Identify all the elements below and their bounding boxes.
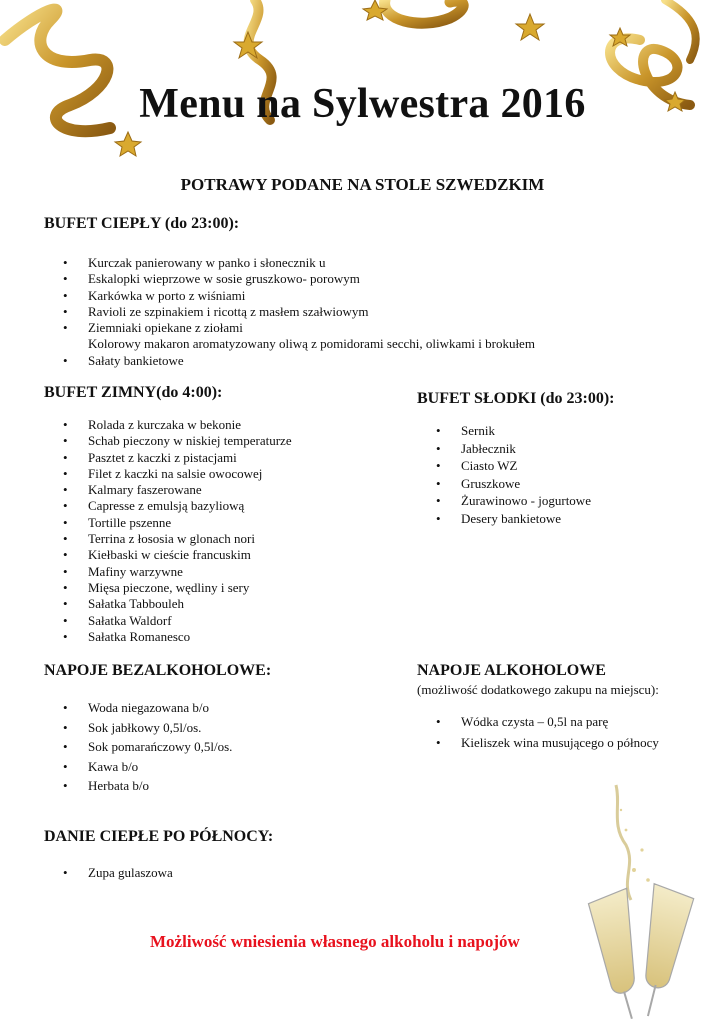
list-item: • Mięsa pieczone, wędliny i sery	[44, 580, 292, 596]
list-item: • Sałatka Waldorf	[44, 613, 292, 629]
list-item: • Filet z kaczki na salsie owocowej	[44, 466, 292, 482]
list-item: • Woda niegazowana b/o	[44, 698, 232, 718]
list-item: • Ciasto WZ	[417, 457, 591, 475]
list-item: • Capresse z emulsją bazyliową	[44, 498, 292, 514]
bufet-cieply-heading: BUFET CIEPŁY (do 23:00):	[44, 215, 240, 232]
list-item: • Desery bankietowe	[417, 510, 591, 528]
bufet-cieply-list	[44, 255, 535, 369]
list-item: • Rolada z kurczaka w bekonie	[44, 417, 292, 433]
list-item: • Sok jabłkowy 0,5l/os.	[44, 718, 232, 738]
napoje-alkoholowe-list	[417, 711, 659, 753]
list-item: • Gruszkowe	[417, 475, 591, 493]
list-item: • Mafiny warzywne	[44, 564, 292, 580]
list-item: • Kiełbaski w cieście francuskim	[44, 547, 292, 563]
danie-po-polnocy-list	[44, 865, 173, 881]
page-subtitle: POTRAWY PODANE NA STOLE SZWEDZKIM	[180, 175, 545, 194]
list-item: • Sałatka Tabbouleh	[44, 596, 292, 612]
bufet-zimny-list	[44, 417, 292, 645]
list-item: • Kurczak panierowany w panko i słonecznik u	[44, 255, 535, 271]
list-item: • Jabłecznik	[417, 440, 591, 458]
list-item: • Eskalopki wieprzowe w sosie gruszkowo- porowym	[44, 271, 535, 287]
star-icon	[115, 132, 141, 156]
list-item: • Sernik	[417, 422, 591, 440]
list-item: • Kieliszek wina musującego o północy	[417, 732, 659, 753]
list-item: • Kalmary faszerowane	[44, 482, 292, 498]
page-title: Menu na Sylwestra 2016	[139, 81, 586, 127]
list-item: • Herbata b/o	[44, 776, 232, 796]
list-item: • Kawa b/o	[44, 757, 232, 777]
list-item: • Karkówka w porto z wiśniami	[44, 288, 535, 304]
list-item: • Sok pomarańczowy 0,5l/os.	[44, 737, 232, 757]
list-item: • Tortille pszenne	[44, 515, 292, 531]
list-item: Kolorowy makaron aromatyzowany oliwą z pomidorami secchi, oliwkami i brokułem	[88, 336, 535, 352]
list-item: • Wódka czysta – 0,5l na parę	[417, 711, 659, 732]
list-item: • Zupa gulaszowa	[44, 865, 173, 881]
list-item: • Sałatka Romanesco	[44, 629, 292, 645]
list-item: • Pasztet z kaczki z pistacjami	[44, 450, 292, 466]
list-item: • Ravioli ze szpinakiem i ricottą z masłem szałwiowym	[44, 304, 535, 320]
footer-note: Możliwość wniesienia własnego alkoholu i napojów	[150, 932, 520, 951]
bufet-zimny-heading: BUFET ZIMNY(do 4:00):	[44, 384, 223, 401]
champagne-glasses-image	[576, 780, 721, 1020]
bufet-slodki-heading: BUFET SŁODKI (do 23:00):	[417, 390, 615, 407]
bufet-slodki-list	[417, 422, 591, 528]
napoje-bezalkoholowe-list	[44, 698, 232, 796]
list-item: • Sałaty bankietowe	[44, 353, 535, 369]
napoje-bezalkoholowe-heading: NAPOJE BEZALKOHOLOWE:	[44, 662, 272, 679]
napoje-alkoholowe-heading: NAPOJE ALKOHOLOWE	[417, 662, 606, 679]
list-item: • Ziemniaki opiekane z ziołami	[44, 320, 535, 336]
list-item: • Żurawinowo - jogurtowe	[417, 492, 591, 510]
napoje-alkoholowe-note: (możliwość dodatkowego zakupu na miejscu):	[417, 682, 659, 697]
list-item: • Terrina z łososia w glonach nori	[44, 531, 292, 547]
list-item: • Schab pieczony w niskiej temperaturze	[44, 433, 292, 449]
star-icon	[516, 14, 544, 40]
danie-po-polnocy-heading: DANIE CIEPŁE PO PÓŁNOCY:	[44, 828, 274, 845]
